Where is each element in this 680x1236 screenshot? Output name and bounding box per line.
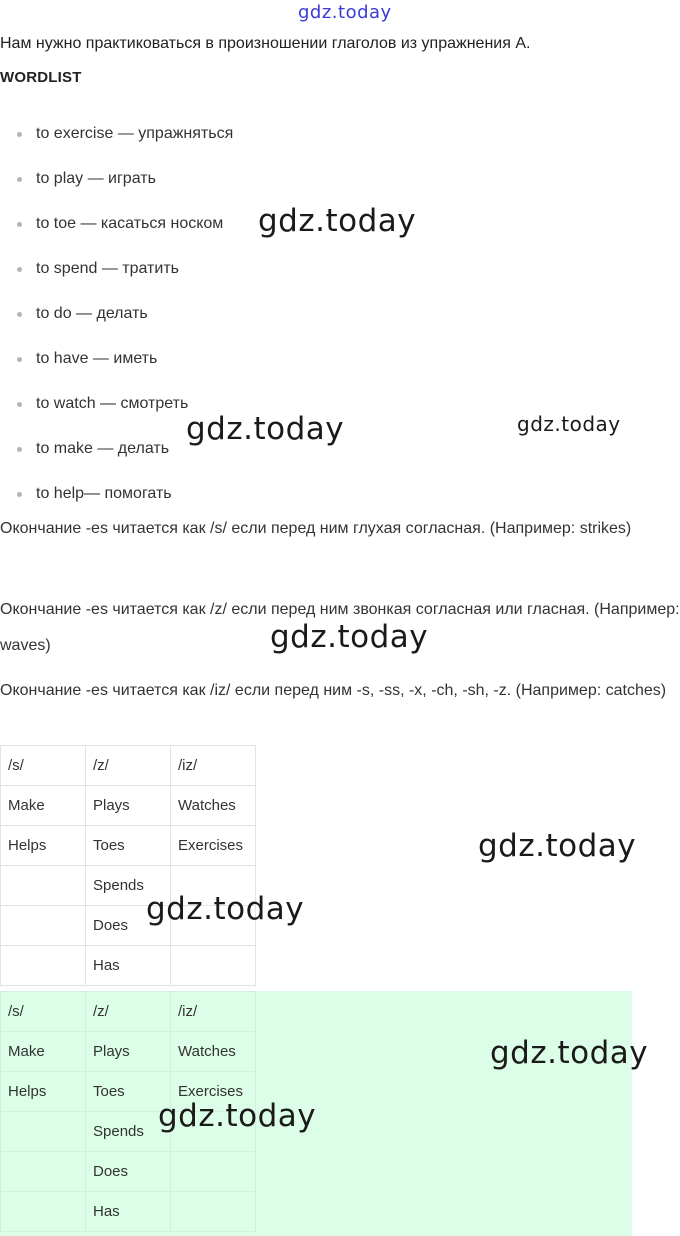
watermark: gdz.today	[490, 1035, 649, 1071]
table-cell: Helps	[1, 826, 86, 866]
list-item: to have — иметь	[0, 345, 600, 390]
table-cell: Has	[86, 1192, 171, 1232]
rule-iz: Окончание -es читается как /iz/ если перед ним -s, -ss, -x, -ch, -sh, -z. (Например: catches)	[0, 682, 667, 699]
list-item: to toe — касаться носком	[0, 210, 600, 255]
table-cell: /s/	[1, 746, 86, 786]
table-cell: Plays	[86, 1032, 171, 1072]
table-row	[1, 746, 256, 786]
rule-z: Окончание -es читается как /z/ если перед ним звонкая согласная или гласная. (Например: waves)	[0, 601, 680, 654]
list-item: to help— помогать	[0, 480, 600, 525]
list-item: to spend — тратить	[0, 255, 600, 300]
table-cell: Watches	[171, 1032, 256, 1072]
table-cell: /s/	[1, 992, 86, 1032]
list-item: to watch — смотреть	[0, 390, 600, 435]
watermark: gdz.today	[298, 2, 392, 23]
table-cell	[171, 1152, 256, 1192]
table-cell: Does	[86, 906, 171, 946]
table-row	[1, 786, 256, 826]
table-cell	[1, 866, 86, 906]
table-cell: /z/	[86, 746, 171, 786]
wordlist	[0, 120, 600, 525]
table-cell	[171, 946, 256, 986]
table-cell: Helps	[1, 1072, 86, 1112]
watermark: gdz.today	[158, 1098, 317, 1134]
table-cell	[1, 906, 86, 946]
table-cell	[1, 1112, 86, 1152]
table-row	[1, 946, 256, 986]
watermark: gdz.today	[186, 411, 345, 447]
table-cell: Toes	[86, 1072, 171, 1112]
table-cell: Has	[86, 946, 171, 986]
list-item: to exercise — упражняться	[0, 120, 600, 165]
table-row	[1, 1032, 256, 1072]
table-cell: Make	[1, 786, 86, 826]
table-cell	[171, 1192, 256, 1232]
table-cell: Plays	[86, 786, 171, 826]
list-item: to make — делать	[0, 435, 600, 480]
table-cell: /z/	[86, 992, 171, 1032]
table-cell: Spends	[86, 1112, 171, 1152]
table-cell	[1, 946, 86, 986]
table-cell: Make	[1, 1032, 86, 1072]
table-cell	[1, 1192, 86, 1232]
list-item: to play — играть	[0, 165, 600, 210]
watermark: gdz.today	[517, 412, 621, 436]
table-cell	[1, 1152, 86, 1192]
wordlist-heading: WORDLIST	[0, 69, 82, 86]
table-cell: Watches	[171, 786, 256, 826]
table-cell: /iz/	[171, 746, 256, 786]
table-cell: Exercises	[171, 826, 256, 866]
watermark: gdz.today	[478, 828, 637, 864]
intro-text: Нам нужно практиковаться в произношении глаголов из упражнения А.	[0, 35, 531, 52]
table-row	[1, 1152, 256, 1192]
table-cell: /iz/	[171, 992, 256, 1032]
watermark: gdz.today	[146, 891, 305, 927]
list-item: to do — делать	[0, 300, 600, 345]
rule-s: Окончание -es читается как /s/ если перед ним глухая согласная. (Например: strikes)	[0, 520, 632, 537]
table-cell: Toes	[86, 826, 171, 866]
table-row	[1, 1192, 256, 1232]
table-cell: Spends	[86, 866, 171, 906]
table-cell: Exercises	[171, 1072, 256, 1112]
table-endings	[0, 745, 256, 986]
table-row	[1, 992, 256, 1032]
watermark: gdz.today	[270, 619, 429, 655]
table-cell: Does	[86, 1152, 171, 1192]
table-row	[1, 826, 256, 866]
watermark: gdz.today	[258, 203, 417, 239]
